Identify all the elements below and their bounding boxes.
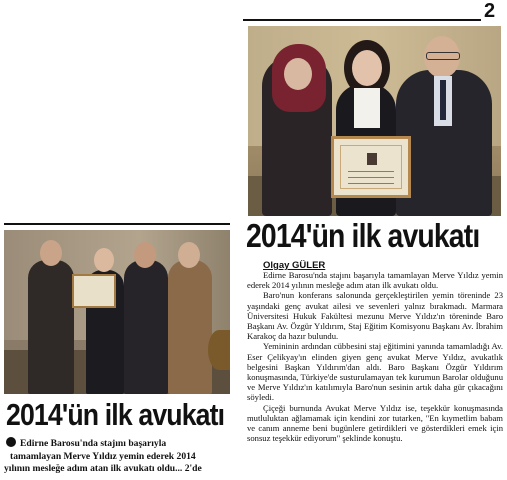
teaser-line-text: Edirne Barosu'nda stajını başarıyla (20, 438, 167, 449)
shirt (354, 88, 380, 128)
byline: Olgay GÜLER (263, 260, 326, 271)
person (168, 260, 212, 394)
face (40, 240, 62, 266)
bar-emblem (208, 330, 230, 370)
certificate-line (348, 177, 394, 178)
article-body (247, 270, 503, 443)
person (28, 260, 74, 394)
paragraph: Çiçeği burnunda Avukat Merve Yıldız ise, teşekkür konuşmasında mutluluktan ağlamamak için kendini zor tutarken, "En kıymetlim babam ve canım anneme beni bugünlere getirdikleri ve gösterdikleri emek için sonsuz teşekkür ediyorum" şeklinde konuştu. (247, 402, 503, 444)
certificate-line (348, 171, 394, 172)
teaser-text (4, 437, 240, 476)
teaser-line: tamamlayan Merve Yıldız yemin ederek 2014 (10, 450, 196, 462)
top-rule (243, 19, 481, 21)
article-headline: 2014'ün ilk avukatı (246, 217, 480, 254)
face (284, 58, 312, 90)
face (134, 242, 156, 268)
bullet-icon (6, 437, 16, 447)
certificate-frame (72, 274, 116, 308)
glasses (426, 52, 460, 60)
certificate-photo (367, 153, 377, 165)
teaser-line: yılının mesleğe adım atan ilk avukatı oldu... 2'de (4, 463, 202, 474)
certificate-line (348, 183, 394, 184)
certificate-frame (331, 136, 411, 198)
face (94, 248, 114, 272)
teaser-headline: 2014'ün ilk avukatı (6, 397, 225, 432)
paragraph: Edirne Barosu'nda stajını başarıyla tamamlayan Merve Yıldız yemin ederek 2014 yılının mesleğe adım atan ilk avukatı oldu. (247, 270, 503, 291)
face (352, 50, 382, 86)
teaser-photo (4, 230, 230, 394)
tie (440, 80, 446, 120)
face (178, 242, 200, 268)
page-number: 2 (484, 0, 496, 22)
ceremony-photo (248, 26, 501, 216)
teaser-rule (4, 223, 230, 225)
person (124, 260, 168, 394)
paragraph: Baro'nun konferans salonunda gerçekleştirilen yemin töreninde 23 yaşındaki genç avukat ailesi ve sevenleri yalnız bırakmadı. Marmara Üniversitesi Hukuk Fakültesi mezunu Merve Yıldız'ın töreninde Baro Başkanı Av. Özgür Yıldırım, Staj Eğitim Komisyonu Başkanı Av. İbrahim Karakoç da hazır bulundu. (247, 290, 503, 342)
paragraph: Yemininin ardından cübbesini staj eğitimini yanında tamamladığı Av. Eser Çelikyay'ın elinden giyen genç avukat Merve Yıldız, avukatlık belgesini Başkan Yıldırım'dan aldı. Baro Başkanı Özgür Yıldırım konuşmasında, Türkiye'de susturulamayan tek kurumun Barolar olduğunu ve Merve Yıldız'ın katılımıyla Baro'nun sesinin artık daha gür çıkacağını söyledi. (247, 341, 503, 403)
teaser-line (4, 437, 240, 451)
